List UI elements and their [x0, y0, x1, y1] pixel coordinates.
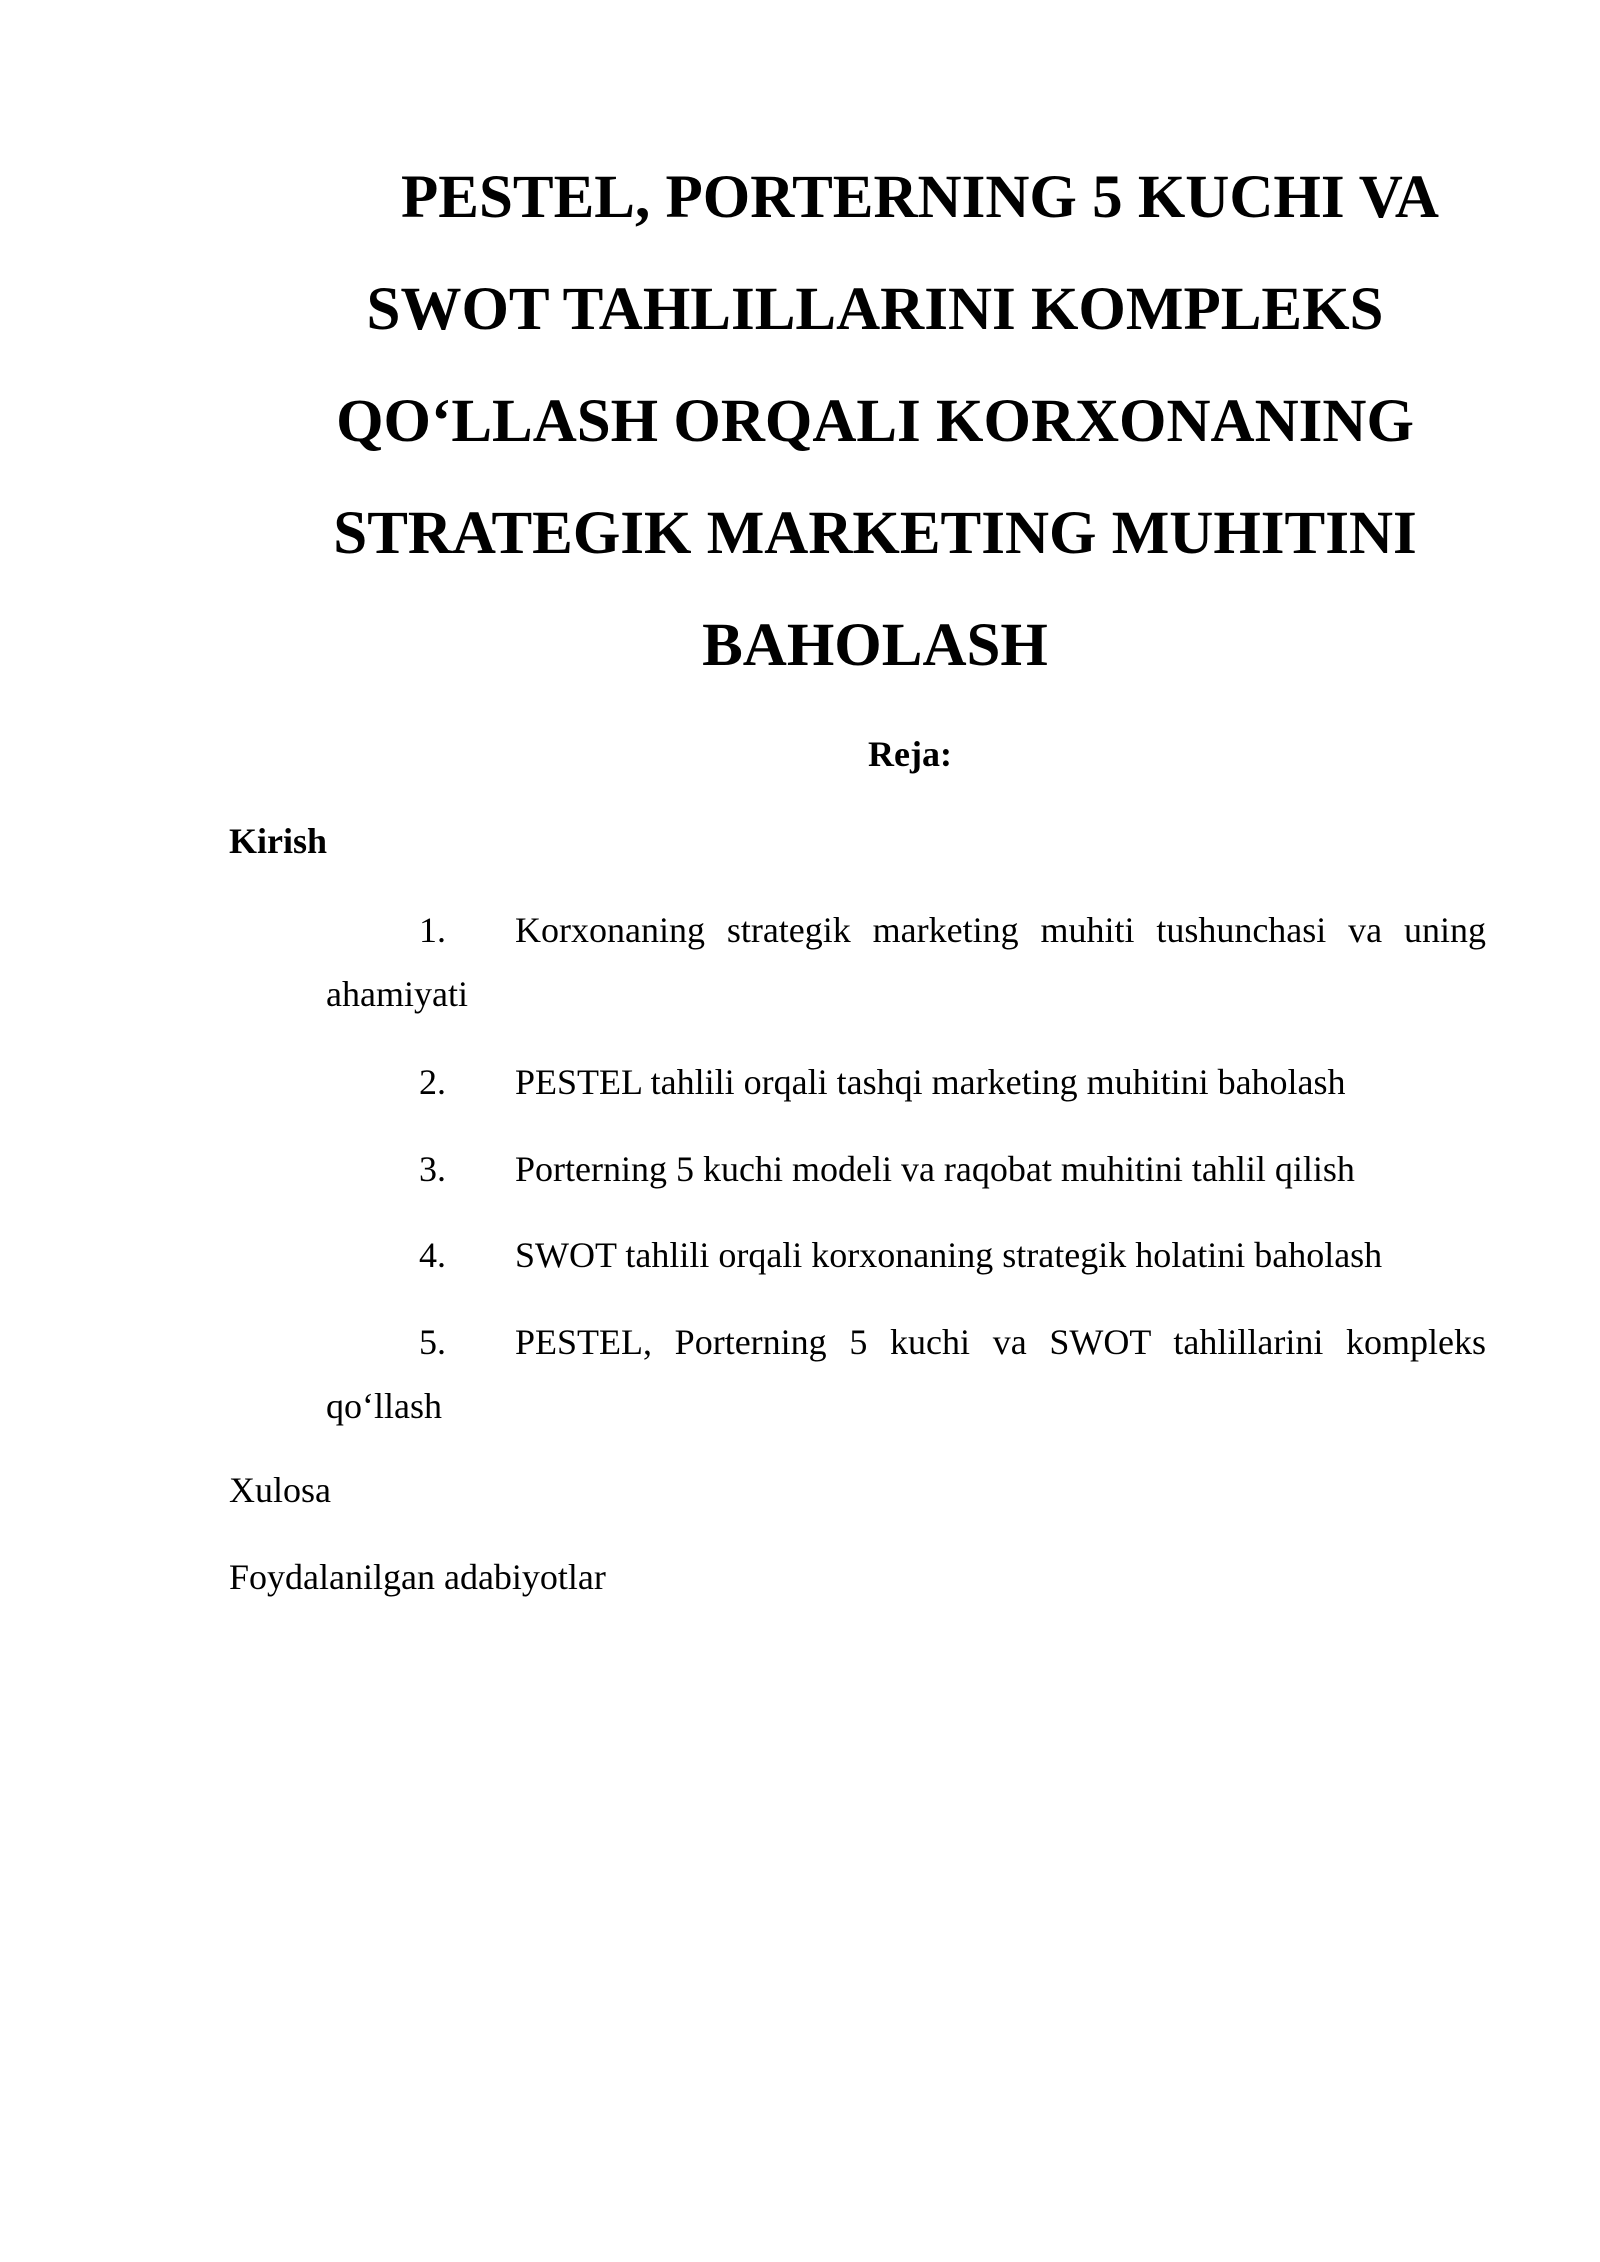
plan-item-text: SWOT tahlili orqali korxonaning strategik holatini baholash: [515, 1235, 1383, 1275]
plan-item-number: 3.: [419, 1149, 446, 1189]
plan-item-number: 4.: [419, 1235, 446, 1275]
plan-item: [326, 1137, 1486, 1201]
plan-item-text: Porterning 5 kuchi modeli va raqobat muhitini tahlil qilish: [515, 1149, 1355, 1189]
plan-item: [326, 1223, 1486, 1287]
plan-item-text: PESTEL, Porterning 5 kuchi va SWOT tahlillarini kompleks qo‘llash: [326, 1322, 1486, 1426]
plan-heading: Reja:: [868, 734, 952, 774]
plan-item-text: Korxonaning strategik marketing muhiti tushunchasi va uning ahamiyati: [326, 910, 1486, 1014]
references-label: Foydalanilgan adabiyotlar: [229, 1557, 606, 1597]
plan-item: [326, 1310, 1486, 1438]
conclusion-label: Xulosa: [229, 1470, 331, 1510]
plan-item-number: 5.: [419, 1322, 446, 1362]
plan-item: [326, 1050, 1486, 1114]
plan-item: [326, 898, 1486, 1026]
intro-label: Kirish: [229, 821, 328, 861]
plan-item-number: 2.: [419, 1062, 446, 1102]
plan-item-text: PESTEL tahlili orqali tashqi marketing muhitini baholash: [515, 1062, 1346, 1102]
plan-item-number: 1.: [419, 910, 446, 950]
document-title: PESTEL, PORTERNING 5 KUCHI VA SWOT TAHLILLARINI KOMPLEKS QO‘LLASH ORQALI KORXONANING STRATEGIK MARKETING MUHITINI BAHOLASH: [333, 164, 1439, 679]
